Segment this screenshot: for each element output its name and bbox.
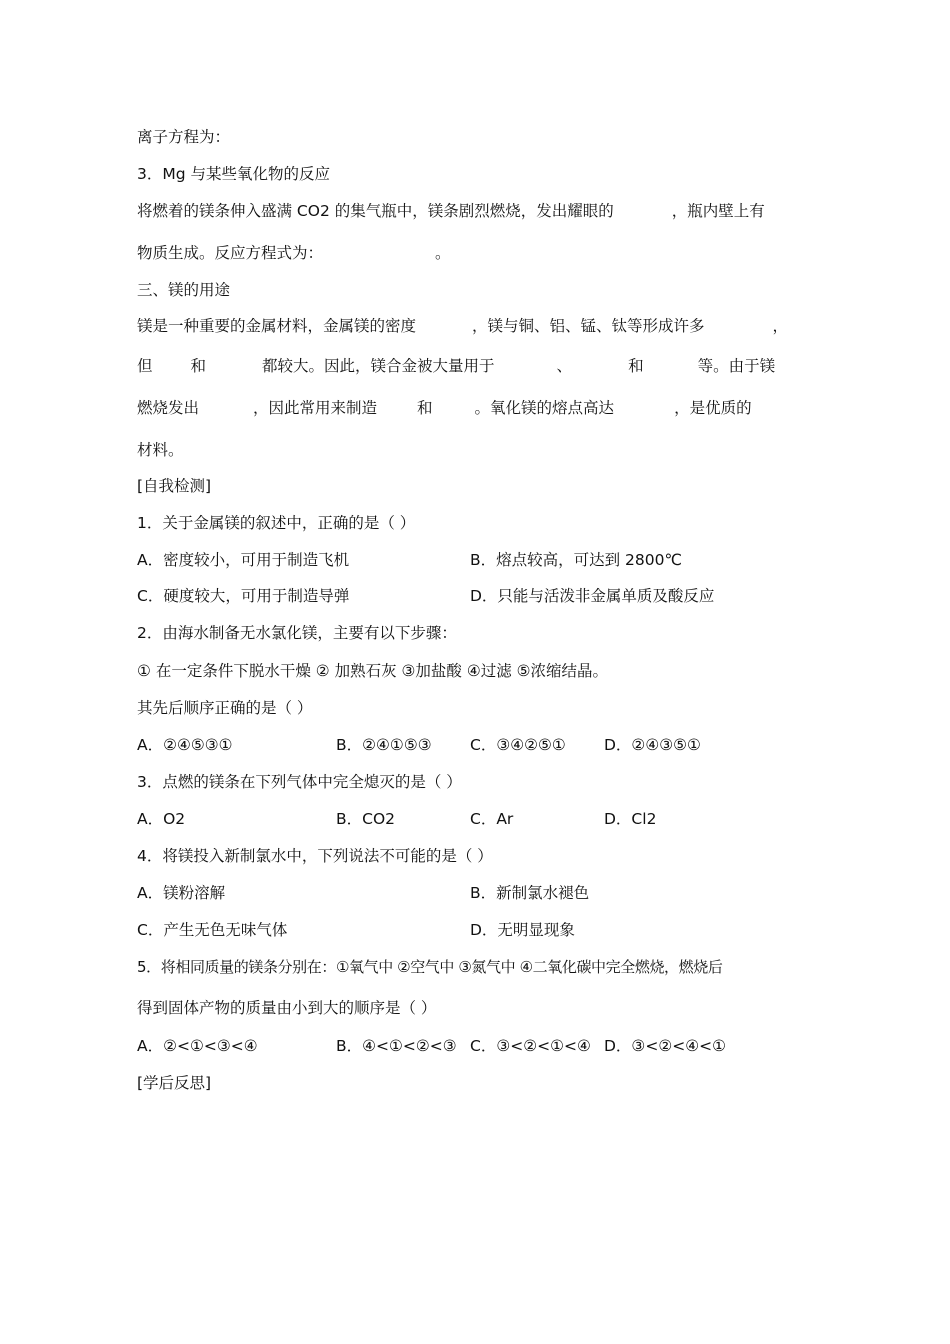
q3-option-b: B．CO2 [336,810,396,828]
q2-steps: ① 在一定条件下脱水干燥 ② 加熟石灰 ③加盐酸 ④过滤 ⑤浓缩结晶。 [137,662,609,680]
q5-option-a: A．②<①<③<④ [137,1037,258,1055]
uses-para-line2: 但 和 都较大。因此，镁合金被大量用于 、 和 等。由于镁 [137,357,776,375]
q2-option-a: A．②④⑤③① [137,736,233,754]
section3-line1: 将燃着的镁条伸入盛满 CO2 的集气瓶中，镁条剧烈燃烧，发出耀眼的 ，瓶内壁上有 [137,202,765,220]
q5-option-c: C．③<②<①<④ [470,1037,591,1055]
q5-option-b: B．④<①<②<③ [336,1037,457,1055]
q1-option-a: A．密度较小，可用于制造飞机 [137,551,350,569]
reflection-heading: [学后反思] [137,1074,212,1092]
q3-option-c: C．Ar [470,810,514,828]
uses-heading: 三、镁的用途 [137,281,231,299]
q1-stem: 1．关于金属镁的叙述中，正确的是（ ） [137,514,416,532]
q4-option-b: B．新制氯水褪色 [470,884,590,902]
q1-option-d: D．只能与活泼非金属单质及酸反应 [470,587,715,605]
uses-para-line1: 镁是一种重要的金属材料，金属镁的密度 ，镁与铜、铝、锰、钛等形成许多 ， [137,317,789,335]
q4-option-c: C．产生无色无味气体 [137,921,288,939]
section3-heading: 3．Mg 与某些氧化物的反应 [137,165,331,183]
q2-option-c: C．③④②⑤① [470,736,566,754]
q3-option-d: D．Cl2 [604,810,657,828]
q3-stem: 3．点燃的镁条在下列气体中完全熄灭的是（ ） [137,773,462,791]
q1-option-b: B．熔点较高，可达到 2800℃ [470,551,682,569]
q2-ask: 其先后顺序正确的是（ ） [137,699,313,717]
section3-line2: 物质生成。反应方程式为： 。 [137,244,451,262]
q2-stem: 2．由海水制备无水氯化镁，主要有以下步骤： [137,624,457,642]
uses-para-line4: 材料。 [137,441,184,459]
q5-stem-line1: 5．将相同质量的镁条分别在：①氧气中 ②空气中 ③氮气中 ④二氧化碳中完全燃烧，燃烧后 [137,958,723,976]
q4-stem: 4．将镁投入新制氯水中，下列说法不可能的是（ ） [137,847,493,865]
q5-stem-line2: 得到固体产物的质量由小到大的顺序是（ ） [137,999,437,1017]
uses-para-line3: 燃烧发出 ，因此常用来制造 和 。氧化镁的熔点高达 ，是优质的 [137,399,752,417]
q1-option-c: C．硬度较大，可用于制造导弹 [137,587,350,605]
q2-option-d: D．②④③⑤① [604,736,701,754]
q2-option-b: B．②④①⑤③ [336,736,432,754]
q4-option-a: A．镁粉溶解 [137,884,226,902]
ionic-equation-label: 离子方程为： [137,128,231,146]
self-check-heading: [自我检测] [137,477,212,495]
q3-option-a: A．O2 [137,810,186,828]
q4-option-d: D．无明显现象 [470,921,575,939]
q5-option-d: D．③<②<④<① [604,1037,726,1055]
